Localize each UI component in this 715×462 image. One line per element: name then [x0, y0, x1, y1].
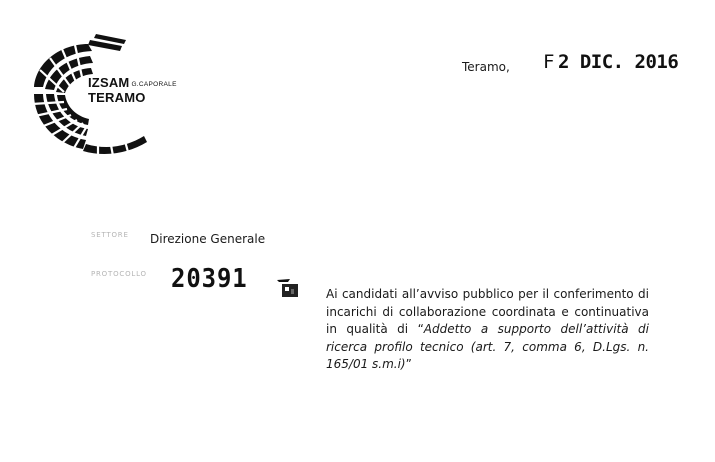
date-stamp-mark: F [543, 51, 554, 73]
protocol-stamp-mark [276, 277, 300, 303]
logo-city: TERAMO [88, 90, 146, 105]
protocollo-label: PROTOCOLLO [91, 270, 147, 278]
protocol-number: 20391 [171, 264, 248, 294]
logo-text [88, 76, 177, 104]
addressee-closing-quote: ” [405, 357, 412, 371]
place-label: Teramo, [462, 60, 510, 74]
date-stamp-date: 2 DIC. 2016 [557, 51, 679, 73]
date-stamp [543, 51, 678, 73]
settore-label: SETTORE [91, 231, 129, 239]
addressee-text: Ai candidati all’avviso pubblico per il conferimento di incarichi di collaborazione coordinata e continuativa in qualità di “ [326, 287, 649, 336]
logo-name: IZSAM [88, 75, 130, 90]
settore-value: Direzione Generale [150, 232, 266, 246]
addressee-position-title: Addetto a supporto dell’attività di ricerca profilo tecnico (art. 7, comma 6, D.Lgs. n. 165/01 s.m.i) [326, 322, 649, 371]
addressee-block [326, 286, 649, 374]
logo-subtitle: G.CAPORALE [131, 81, 177, 88]
